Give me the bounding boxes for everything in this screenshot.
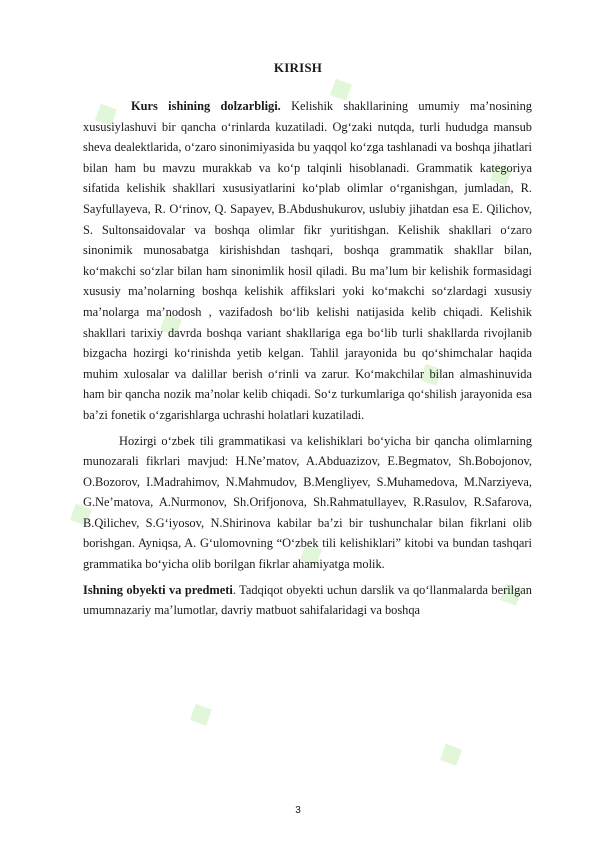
page-title: KIRISH — [273, 60, 323, 75]
document-body — [83, 96, 532, 626]
paragraph-object-subject — [83, 580, 532, 621]
paragraph-text: Hozirgi o‘zbek tili grammatikasi va kelishiklari bo‘yicha bir qancha olimlarning munozarali fikrlari mavjud: H.Ne’matov, A.Abduazizov, E.Begmatov, Sh.Bobojonov, O.Bozorov, I.Madrahimov, N.Mahmudov, B.Mengliyev, S.Muhamedova, M.Narziyeva, G.Ne’matova, A.Nurmonov, Sh.Orifjonova, Sh.Rahmatullayev, R.Rasulov, R.Safarova, B.Qilichev, S.G‘iyosov, N.Shirinova kabilar ba’zi bir tushunchalar bilan fikrlani olib borishgan. Ayniqsa, A. G‘ulomovning “O‘zbek tili kelishiklari” kitobi va bundan tashqari grammatika bo‘yicha olib borilgan fikrlar ahamiyatga molik. — [83, 433, 532, 572]
watermark-mark — [184, 698, 217, 731]
page-number: 3 — [295, 805, 301, 816]
paragraph-lead: Ishning obyekti va predmeti — [83, 582, 233, 597]
paragraph-text: Kelishik shakllarining umumiy ma’nosining xususiylashuvi bir qancha o‘rinlarda kuzatiladi. Og‘zaki nutqda, turli hududga mansub sheva dealektlarida, o‘zaro sinonimiyasida bu yaqqol ko‘zga tashlanadi va boshqa jihatlari bilan ham bu mavzu murakkab va ko‘p talqinli hisoblanadi. Grammatik kategoriya sifatida kelishik shakllari xususiyatlarini ko‘plab olimlar o‘rganishgan, jumladan, R. Sayfullayeva, R. O‘rinov, Q. Sapayev, B.Abdushukurov, uslubiy jihatdan esa E. Qilichov, S. Sultonsaidovalar va boshqa olimlar fikr yuritishgan. Kelishik shakllari o‘zaro sinonimik munosabatga kirishishdan tashqari, boshqa grammatik shakllar bilan, ko‘makchi so‘zlar bilan ham sinonimlik hosil qiladi. Bu ma’lum bir kelishik formasidagi xususiy ma’nolarning boshqa kelishik affikslari yoki ko‘makchi so‘zlardagi xususiy ma’nolarga ma’nodosh , vazifadosh bo‘lib kelishi natijasida kelib chiqadi. Kelishik shakllari tarixiy davrda boshqa variant shakllariga ega bo‘lib turli shakllarda rivojlanib bizgacha hozirgi ko‘rinishda yetib kelgan. Tahlil jarayonida bu qo‘shimchalar haqida muhim xulosalar va dalillar berish o‘rinli va zarur. Ko‘makchilar bilan almashinuvida ham bir qancha nozik ma’nolar kelib chiqadi. So‘z turkumlariga qo‘shilish jarayonida esa ba’zi fonetik o‘zgarishlarga uchrashi holatlari kuzatiladi. — [83, 99, 532, 422]
watermark-mark — [434, 738, 467, 771]
paragraph-text: . Tadqiqot obyekti uchun darslik va qo‘llanmalarda berilgan umumnazariy ma’lumotlar, davriy matbuot sahifalaridagi va boshqa — [83, 582, 532, 618]
paragraph-scholars — [83, 431, 532, 575]
paragraph-lead: Kurs ishining dolzarbligi. — [131, 99, 281, 113]
paragraph-relevance — [83, 96, 532, 426]
